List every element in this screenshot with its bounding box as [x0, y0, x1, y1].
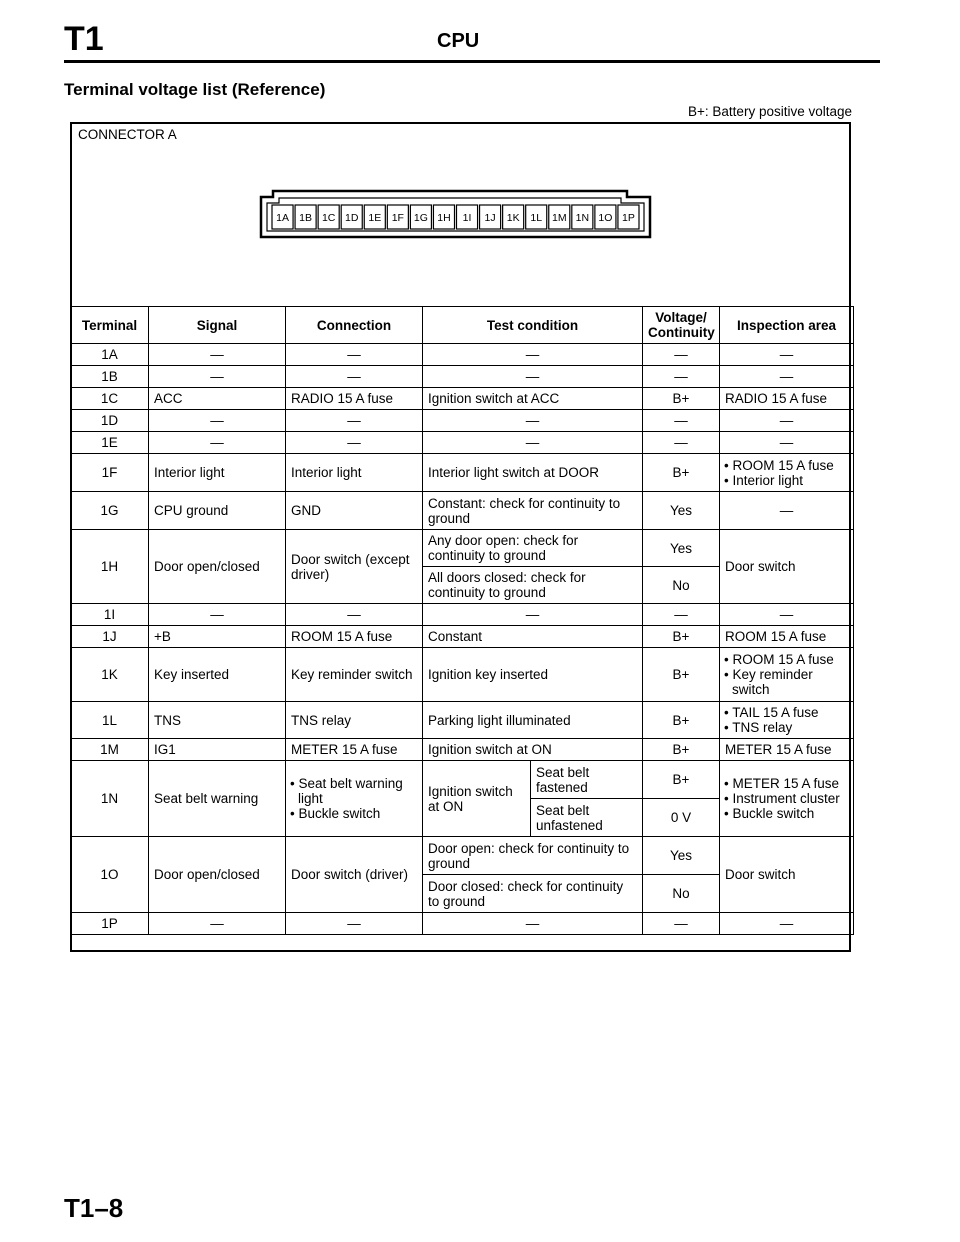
table-header-row	[71, 307, 854, 344]
connector-pin	[295, 205, 316, 229]
connector-pin	[410, 205, 431, 229]
table-row: Seat belt unfastened 0 V	[71, 799, 854, 837]
header-rule	[64, 60, 880, 63]
connector-pin	[549, 205, 570, 229]
connector-pin	[318, 205, 339, 229]
table-row: 1K Key inserted Key reminder switch Ignition key inserted B+ • ROOM 15 A fuse • Key reminder switch	[71, 648, 854, 702]
col-inspection: Inspection area	[720, 307, 854, 344]
connector-pin	[595, 205, 616, 229]
connector-pin	[364, 205, 385, 229]
table-row: 1O Door open/closed Door switch (driver) Door open: check for continuity to ground Yes Door switch	[71, 837, 854, 875]
connector-pin	[433, 205, 454, 229]
table-row: 1P — — — — —	[71, 913, 854, 935]
page-number: T1–8	[64, 1193, 124, 1223]
table-row: 1N Seat belt warning • Seat belt warning light • Buckle switch Ignition switch at ON Seat belt fastened B+ • METER 15 A fuse • Instrument cluster • Buckle switch	[71, 761, 854, 799]
svg-text:1O: 1O	[598, 212, 613, 224]
svg-text:1I: 1I	[462, 212, 472, 224]
table-row: 1H Door open/closed Door switch (except driver) Any door open: check for continuity to ground Yes Door switch	[71, 530, 854, 567]
table-row: 1M IG1 METER 15 A fuse Ignition switch at ON B+ METER 15 A fuse	[71, 739, 854, 761]
section-title: Terminal voltage list (Reference)	[64, 80, 326, 99]
table-row: 1G CPU ground GND Constant: check for continuity to ground Yes —	[71, 492, 854, 530]
svg-text:1K: 1K	[506, 212, 520, 224]
table-row: 1B — — — — —	[71, 366, 854, 388]
col-terminal: Terminal	[71, 307, 149, 344]
table-row: 1C ACC RADIO 15 A fuse Ignition switch at ACC B+ RADIO 15 A fuse	[71, 388, 854, 410]
svg-text:1M: 1M	[551, 212, 567, 224]
table-row: 1D — — — — —	[71, 410, 854, 432]
svg-text:1G: 1G	[413, 212, 428, 224]
connector-pin	[618, 205, 639, 229]
svg-text:1B: 1B	[299, 212, 313, 224]
col-signal: Signal	[149, 307, 286, 344]
connector-diagram	[259, 189, 652, 239]
table-row: 1A — — — — —	[71, 344, 854, 366]
section-code: T1	[64, 20, 104, 58]
svg-text:1A: 1A	[276, 212, 289, 224]
svg-text:1N: 1N	[575, 212, 590, 224]
connector-pin	[480, 205, 501, 229]
table-row: 1J +B ROOM 15 A fuse Constant B+ ROOM 15 A fuse	[71, 626, 854, 648]
table-row: 1F Interior light Interior light Interior light switch at DOOR B+ • ROOM 15 A fuse • Interior light	[71, 454, 854, 492]
svg-text:1E: 1E	[368, 212, 382, 224]
connector-pin	[387, 205, 408, 229]
svg-text:1C: 1C	[321, 212, 336, 224]
connector-pin	[457, 205, 478, 229]
svg-text:1J: 1J	[484, 212, 496, 224]
svg-text:1H: 1H	[437, 212, 451, 224]
table-row: Door closed: check for continuity to ground No	[71, 875, 854, 913]
table-row: 1I — — — — —	[71, 604, 854, 626]
battery-note: B+: Battery positive voltage	[688, 104, 852, 119]
connector-pin	[526, 205, 547, 229]
page-title: CPU	[437, 30, 480, 52]
table-row: 1E — — — — —	[71, 432, 854, 454]
svg-text:1L: 1L	[530, 212, 543, 224]
svg-text:1P: 1P	[622, 212, 635, 224]
connector-pin	[572, 205, 593, 229]
connector-label: CONNECTOR A	[78, 127, 177, 142]
connector-pin	[503, 205, 524, 229]
svg-text:1D: 1D	[345, 212, 359, 224]
col-voltage: Voltage/ Continuity	[643, 307, 720, 344]
connector-pin	[341, 205, 362, 229]
svg-text:1F: 1F	[391, 212, 404, 224]
connector-pin	[272, 205, 293, 229]
col-connection: Connection	[286, 307, 423, 344]
terminal-voltage-table	[70, 306, 854, 935]
table-row: 1L TNS TNS relay Parking light illuminated B+ • TAIL 15 A fuse • TNS relay	[71, 702, 854, 739]
table-row: All doors closed: check for continuity to ground No	[71, 567, 854, 604]
col-test-condition: Test condition	[423, 307, 643, 344]
